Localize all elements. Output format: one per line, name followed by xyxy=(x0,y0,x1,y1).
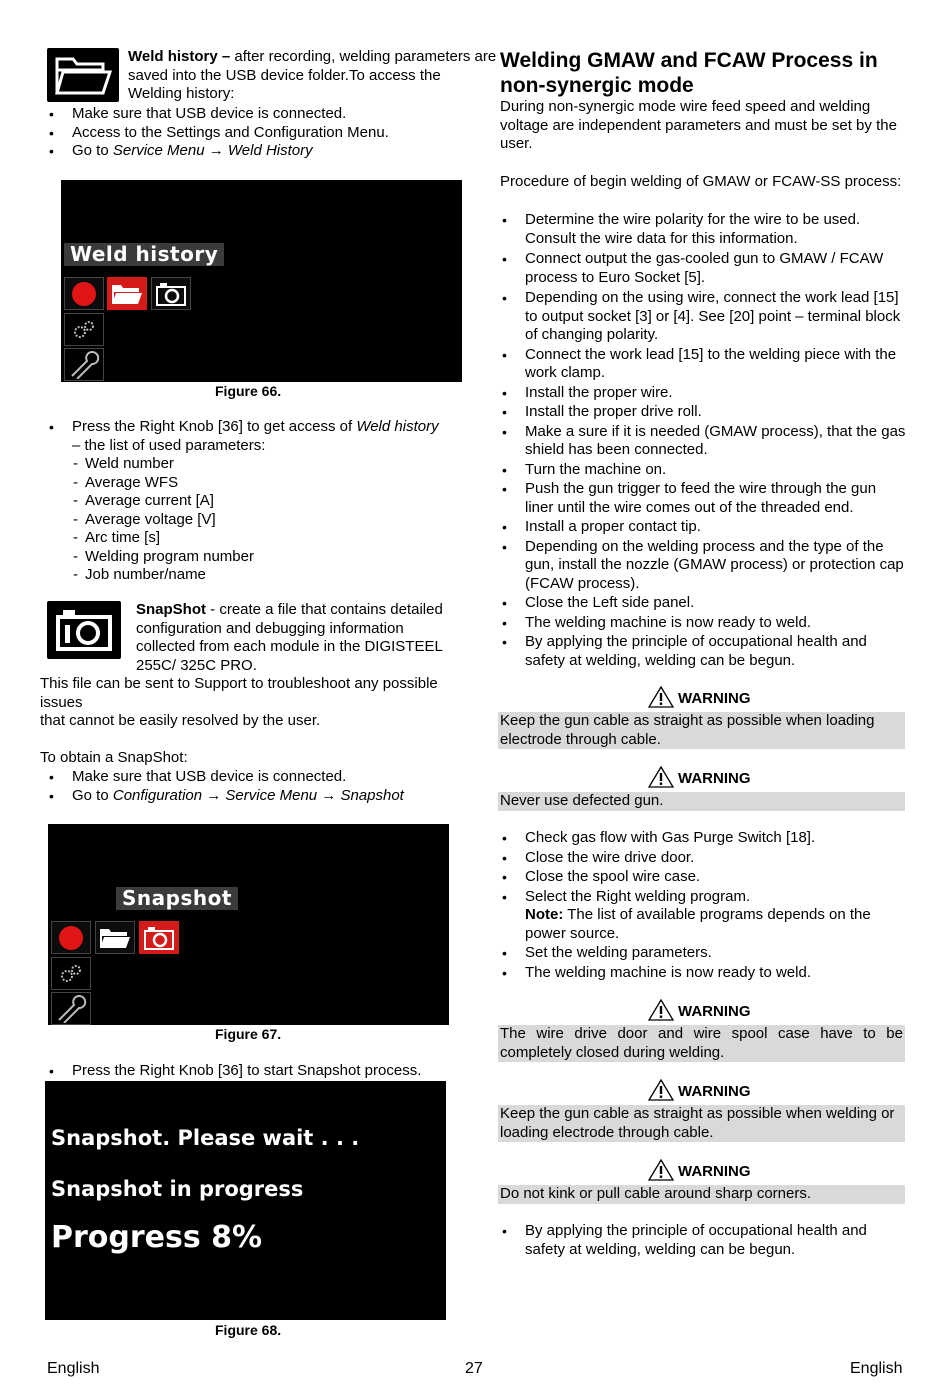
list-item: • Go to Service Menu → Weld History xyxy=(47,142,487,161)
list-item: - Average current [A] xyxy=(73,492,373,511)
warning-heading: WARNING xyxy=(648,999,751,1021)
footer-language-left: English xyxy=(47,1360,100,1377)
list-item: • Make a sure if it is needed (GMAW process), that the gas shield has been connected. xyxy=(500,423,908,460)
record-tile xyxy=(51,921,91,954)
list-item: - Arc time [s] xyxy=(73,529,373,548)
camera-icon xyxy=(143,925,175,951)
procedure-steps xyxy=(500,211,908,670)
record-icon xyxy=(57,924,85,952)
check-steps xyxy=(500,829,908,982)
warning-triangle-icon xyxy=(648,999,674,1021)
start-step xyxy=(47,1062,467,1081)
list-item: • Set the welding parameters. xyxy=(500,944,908,963)
warning-triangle-icon xyxy=(648,766,674,788)
warning-text: Keep the gun cable as straight as possible when loading electrode through cable. xyxy=(498,712,905,749)
warning-text: The wire drive door and wire spool case have to be completely closed during welding. xyxy=(500,1025,903,1061)
settings-tile xyxy=(64,313,104,346)
figure-caption: Figure 67. xyxy=(215,1026,282,1042)
warning-triangle-icon xyxy=(648,1159,674,1181)
folder-icon xyxy=(110,282,144,306)
figure-caption: Figure 66. xyxy=(215,383,282,399)
folder-icon xyxy=(98,926,132,950)
record-tile xyxy=(64,277,104,310)
snapshot-steps xyxy=(47,768,487,805)
list-item: • Connect output the gas-cooled gun to GMAW / FCAW process to Euro Socket [5]. xyxy=(500,250,908,287)
list-item: • Depending on the welding process and the type of the gun, install the nozzle (GMAW process) or protection cap (FCAW process). xyxy=(500,538,908,594)
figure-66-screen xyxy=(61,180,462,382)
snapshot-title: SnapShot xyxy=(136,601,206,618)
figure-caption: Figure 68. xyxy=(215,1322,282,1338)
weld-history-intro xyxy=(128,48,498,104)
progress-percent: Progress 8% xyxy=(51,1220,263,1255)
record-icon xyxy=(70,280,98,308)
wrench-icon xyxy=(68,351,100,379)
note-label: Note: xyxy=(525,906,564,923)
list-item: • Determine the wire polarity for the wire to be used. Consult the wire data for this information. xyxy=(500,211,908,248)
weld-history-steps xyxy=(47,105,487,161)
list-item: - Weld number xyxy=(73,455,373,474)
wrench-icon xyxy=(55,995,87,1023)
list-item: • Press the Right Knob [36] to start Snapshot process. xyxy=(47,1062,467,1081)
camera-icon xyxy=(155,281,187,307)
camera-icon xyxy=(47,601,121,659)
list-item: • Close the spool wire case. xyxy=(500,868,908,887)
intro-paragraph: During non-synergic mode wire feed speed and welding voltage are independent parameters and must be set by the user. xyxy=(500,98,897,152)
settings-tile xyxy=(51,957,91,990)
weld-history-tile xyxy=(107,277,147,310)
weld-history-title: Weld history – xyxy=(128,48,231,65)
list-item: • Depending on the using wire, connect the work lead [15] to output socket [3] or [4]. See [20] point – terminal block of changing polarity. xyxy=(500,289,908,345)
warning-text: Keep the gun cable as straight as possible when welding or loading electrode through cable. xyxy=(498,1105,905,1142)
weld-history-params xyxy=(73,455,373,585)
list-item: • Access to the Settings and Configuration Menu. xyxy=(47,124,487,143)
list-item: • Close the wire drive door. xyxy=(500,849,908,868)
procedure-paragraph: Procedure of begin welding of GMAW or FCAW-SS process: xyxy=(500,173,902,190)
list-item: • Connect the work lead [15] to the welding piece with the work clamp. xyxy=(500,346,908,383)
list-item: • Install the proper wire. xyxy=(500,384,908,403)
service-tile xyxy=(64,348,104,381)
list-item: • Turn the machine on. xyxy=(500,461,908,480)
list-item: • Go to Configuration → Service Menu → Snapshot xyxy=(47,787,487,806)
weld-history-text: after recording, welding parameters are saved into the USB device folder.To access the Welding history: xyxy=(128,48,497,102)
page-number: 27 xyxy=(465,1360,483,1377)
menu-title: Snapshot xyxy=(116,887,238,910)
warning-triangle-icon xyxy=(648,1079,674,1101)
list-item: • The welding machine is now ready to weld. xyxy=(500,964,908,983)
knob-step xyxy=(47,418,447,455)
list-item: - Average WFS xyxy=(73,474,373,493)
list-item: • By applying the principle of occupational health and safety at welding, welding can be begun. xyxy=(500,633,908,670)
warning-text: Never use defected gun. xyxy=(498,792,905,811)
list-item: • Press the Right Knob [36] to get access of Weld history – the list of used parameters: xyxy=(47,418,447,455)
section-heading: Welding GMAW and FCAW Process in non-synergic mode xyxy=(500,49,878,97)
folder-icon xyxy=(47,48,119,102)
snapshot-wait-text: Snapshot. Please wait . . . xyxy=(51,1126,360,1150)
list-item: • Install the proper drive roll. xyxy=(500,403,908,422)
warning-heading: WARNING xyxy=(648,766,751,788)
list-item: • Push the gun trigger to feed the wire through the gun liner until the wire comes out of the threaded end. xyxy=(500,480,908,517)
weld-history-tile xyxy=(95,921,135,954)
snapshot-progress-text: Snapshot in progress xyxy=(51,1177,304,1201)
list-item: • Install a proper contact tip. xyxy=(500,518,908,537)
snapshot-tile xyxy=(151,277,191,310)
warning-triangle-icon xyxy=(648,686,674,708)
warning-heading: WARNING xyxy=(648,1159,751,1181)
warning-text: Do not kink or pull cable around sharp corners. xyxy=(498,1185,905,1204)
gears-icon xyxy=(59,963,83,985)
snapshot-intro: SnapShot - create a file that contains detailed configuration and debugging information collected from each module in the DIGISTEEL 255C/ 325C PRO. xyxy=(136,601,443,674)
list-item: • By applying the principle of occupational health and safety at welding, welding can be begun. xyxy=(500,1222,908,1259)
gears-icon xyxy=(72,319,96,341)
list-item: • Make sure that USB device is connected. xyxy=(47,768,487,787)
menu-title: Weld history xyxy=(64,243,224,266)
list-item: - Average voltage [V] xyxy=(73,511,373,530)
warning-heading: WARNING xyxy=(648,686,751,708)
list-item: • Close the Left side panel. xyxy=(500,594,908,613)
snapshot-support-text: This file can be sent to Support to troubleshoot any possible issues that cannot be easily resolved by the user. xyxy=(40,675,438,729)
figure-68-screen xyxy=(45,1081,446,1320)
final-step xyxy=(500,1222,908,1259)
service-tile xyxy=(51,992,91,1025)
list-item: • Make sure that USB device is connected. xyxy=(47,105,487,124)
figure-67-screen xyxy=(48,824,449,1025)
list-item: • Check gas flow with Gas Purge Switch [18]. xyxy=(500,829,908,848)
snapshot-obtain: To obtain a SnapShot: xyxy=(40,749,188,766)
warning-heading: WARNING xyxy=(648,1079,751,1101)
list-item: • Select the Right welding program. Note: The list of available programs depends on the power source. xyxy=(500,888,908,944)
list-item: • The welding machine is now ready to weld. xyxy=(500,614,908,633)
snapshot-tile xyxy=(139,921,179,954)
footer-language-right: English xyxy=(850,1360,903,1377)
list-item: - Job number/name xyxy=(73,566,373,585)
list-item: - Welding program number xyxy=(73,548,373,567)
